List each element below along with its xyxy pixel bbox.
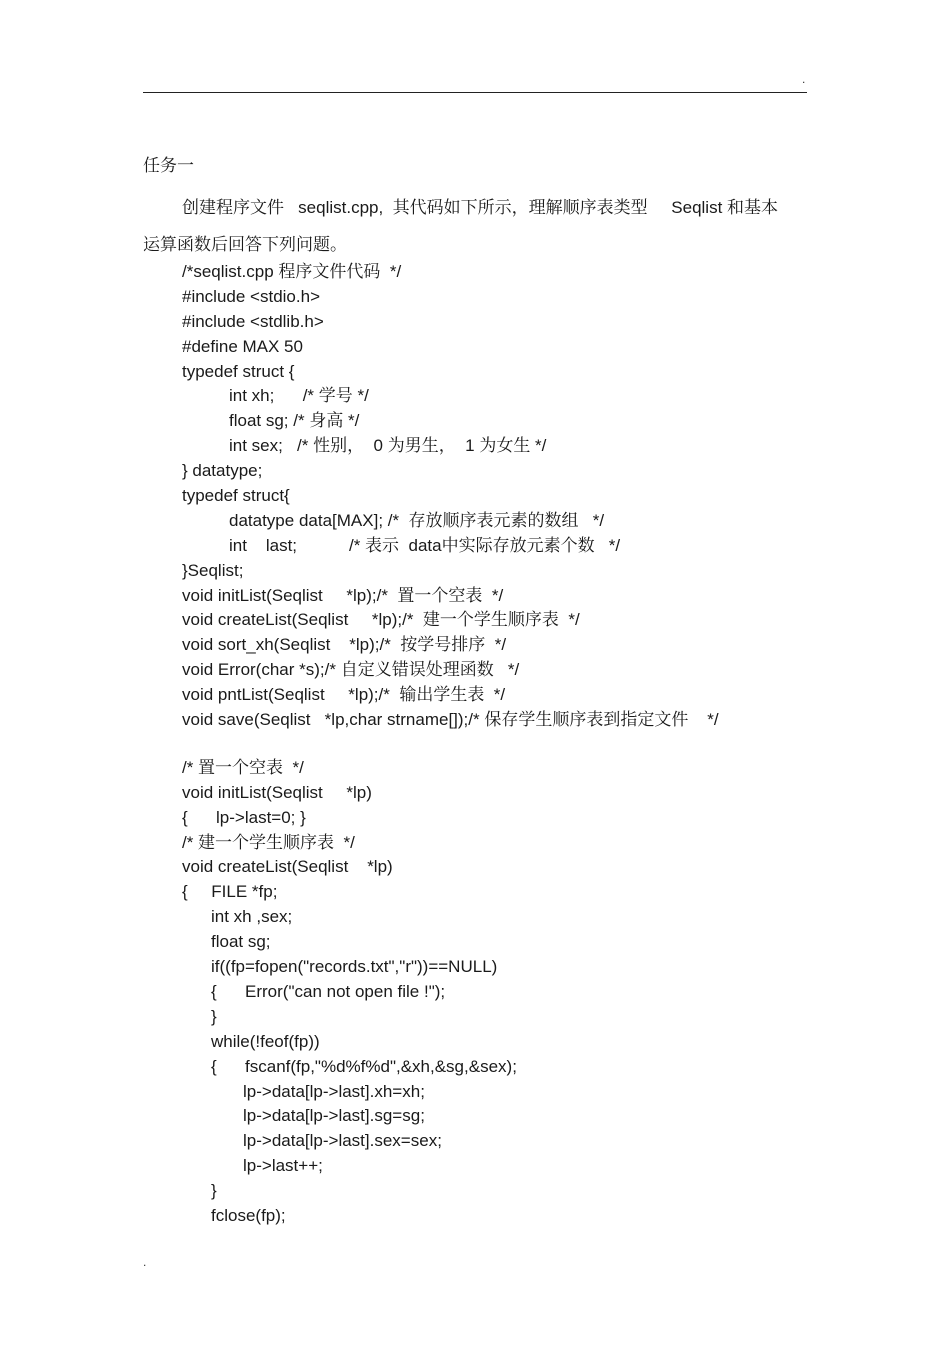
code-line: #include <stdio.h> <box>182 286 320 306</box>
code-line: void pntList(Seqlist *lp);/* 输出学生表 */ <box>182 685 506 705</box>
code-line: void save(Seqlist *lp,char strname[]);/* 保存学生顺序表到指定文件 */ <box>182 710 719 730</box>
footer-mark: . <box>143 1255 147 1269</box>
code-line: { Error("can not open file !"); <box>211 981 446 1001</box>
code-line: }Seqlist; <box>182 560 244 580</box>
code-line: #include <stdlib.h> <box>182 311 324 331</box>
code-line: float sg; <box>211 932 271 952</box>
code-line: void Error(char *s);/* 自定义错误处理函数 */ <box>182 660 520 680</box>
code-line: /*seqlist.cpp 程序文件代码 */ <box>182 262 402 281</box>
code-line: typedef struct{ <box>182 486 290 506</box>
code-line: datatype data[MAX]; /* 存放顺序表元素的数组 */ <box>229 510 605 530</box>
section-heading: 任务一 <box>143 156 194 175</box>
code-line: int xh ,sex; <box>211 907 293 927</box>
code-line: { FILE *fp; <box>182 882 278 902</box>
code-line: } <box>211 1006 217 1026</box>
code-line: lp->data[lp->last].xh=xh; <box>243 1081 425 1101</box>
code-line: void sort_xh(Seqlist *lp);/* 按学号排序 */ <box>182 635 507 655</box>
intro-line-2: 运算函数后回答下列问题。 <box>143 235 347 254</box>
code-line: typedef struct { <box>182 361 295 381</box>
code-line: float sg; /* 身高 */ <box>229 411 360 431</box>
code-line: { fscanf(fp,"%d%f%d",&xh,&sg,&sex); <box>211 1056 517 1076</box>
code-line: fclose(fp); <box>211 1205 286 1225</box>
code-line: int xh; /* 学号 */ <box>229 386 369 406</box>
code-line: void createList(Seqlist *lp) <box>182 857 393 877</box>
code-line: int sex; /* 性别， 0 为男生， 1 为女生 */ <box>229 436 547 456</box>
code-line <box>182 733 802 756</box>
code-line: void initList(Seqlist *lp) <box>182 782 372 802</box>
code-line: int last; /* 表示 data中实际存放元素个数 */ <box>229 535 621 555</box>
code-line: lp->last++; <box>243 1156 323 1176</box>
code-line: lp->data[lp->last].sg=sg; <box>243 1106 425 1126</box>
header-mark: . <box>802 72 806 86</box>
code-line: { lp->last=0; } <box>182 807 306 827</box>
code-line: } datatype; <box>182 461 263 481</box>
code-line: lp->data[lp->last].sex=sex; <box>243 1131 442 1151</box>
code-line: if((fp=fopen("records.txt","r"))==NULL) <box>211 957 498 977</box>
code-line: while(!feof(fp)) <box>211 1031 320 1051</box>
code-line: #define MAX 50 <box>182 336 303 356</box>
intro-line-1: 创建程序文件 seqlist.cpp, 其代码如下所示，理解顺序表类型 Seqlist 和基本 <box>182 198 779 217</box>
code-line: void createList(Seqlist *lp);/* 建一个学生顺序表 */ <box>182 610 580 630</box>
code-line: void initList(Seqlist *lp);/* 置一个空表 */ <box>182 585 504 605</box>
code-line: /* 建一个学生顺序表 */ <box>182 832 355 852</box>
code-line: } <box>211 1181 217 1201</box>
code-line: /* 置一个空表 */ <box>182 757 304 777</box>
code-block <box>182 260 802 1229</box>
header-rule <box>143 92 807 93</box>
